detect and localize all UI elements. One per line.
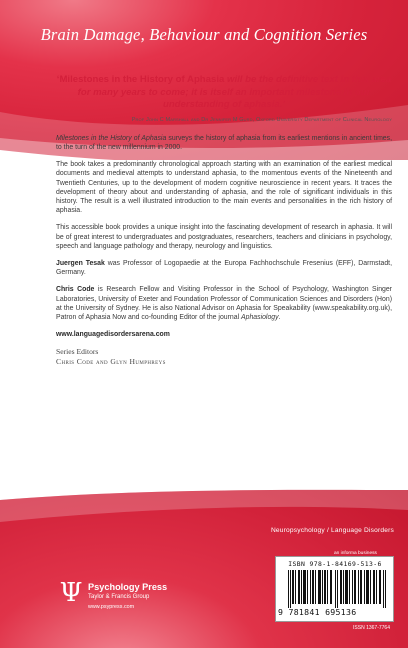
- author-name: Chris Code: [56, 286, 95, 294]
- website-link[interactable]: www.languagedisordersarena.com: [56, 331, 170, 339]
- endorsement-quote: [56, 74, 392, 112]
- author-name: Juergen Tesak: [56, 260, 105, 268]
- publisher-group: Taylor & Francis Group: [88, 594, 150, 600]
- quote-open-mark: ‘: [56, 74, 60, 85]
- back-cover-text: [56, 74, 392, 366]
- issn-number: ISSN 1367-7764: [353, 625, 390, 631]
- author-bio-text: is Research Fellow and Visiting Professor in the School of Psychology, Washington Singer Laboratories, University of Exeter and Foundation Professor of Communication Sciences and Disorders (Hon) at the University of Sydney. He is also National Advisor on Aphasia for Speakability (www.speakability.org.uk), Patron of Aphasia Now and co-founding Editor of the journal: [56, 286, 392, 322]
- publisher-logo: [58, 578, 188, 618]
- description-p1-text: surveys the history of aphasia from its earliest mentions in ancient times, to the turn of the new millennium in 2000.: [56, 134, 392, 151]
- barcode-digits: 9 781841 695136: [278, 607, 357, 617]
- isbn-barcode-box: [275, 556, 394, 622]
- parent-company: an informa business: [334, 551, 377, 556]
- series-editors-names: Chris Code and Glyn Humphreys: [56, 356, 166, 366]
- description-paragraph-3: This accessible book provides a unique insight into the fascinating development of research in aphasia. It will be of great interest to undergraduates and postgraduates, researchers, teachers and clinicians in psychology, speech and language pathology and therapy, neurology and linguistics.: [56, 224, 392, 250]
- publisher-name: Psychology Press: [88, 582, 168, 592]
- journal-name: Aphasiology: [241, 314, 279, 322]
- quote-text: will be the definitive text in this area for many years to come; it is itself an important milestone in our understanding of aphasia.: [77, 74, 392, 111]
- author-bio-code: [56, 285, 392, 322]
- psi-logo-icon: Ψ: [59, 578, 83, 608]
- publisher-website[interactable]: www.psypress.com: [88, 604, 135, 610]
- book-title-inline: Milestones in the History of Aphasia: [56, 134, 167, 142]
- author-bio-text: was Professor of Logopaedie at the Europa Fachhochschule Fresenius (EFF), Darmstadt, Germany.: [56, 260, 393, 277]
- subject-category: Neuropsychology / Language Disorders: [270, 527, 394, 534]
- quote-book-title: Milestones in the History of Aphasia: [59, 74, 225, 85]
- barcode-icon: [288, 570, 388, 608]
- series-title: Brain Damage, Behaviour and Cognition Series: [40, 25, 368, 44]
- author-bio-tesak: [56, 259, 392, 277]
- description-paragraph-1: [56, 134, 392, 152]
- quote-attribution: Prof John C Marshall and Dr Jennifer M Gurd, Oxford University Department of Clinical Neurology: [131, 116, 392, 123]
- quote-close-mark: ’: [282, 99, 286, 111]
- author-bio-end: .: [278, 314, 281, 322]
- series-editors-label: Series Editors: [56, 347, 99, 357]
- description-paragraph-2: The book takes a predominantly chronological approach starting with an examination of the earliest medical documents and medieval attempts to understand aphasia, to the momentous events of the Nineteenth and Twentieth Centuries, up to the development of modern cognitive neuroscience in recent years. It traces the development of theory about and understanding of aphasia, and the role of significant individuals in this history. The result is a well illustrated introduction to the main events and personalities in the rich history of aphasia.: [56, 161, 392, 215]
- isbn-label: ISBN 978-1-84169-513-6: [288, 560, 382, 568]
